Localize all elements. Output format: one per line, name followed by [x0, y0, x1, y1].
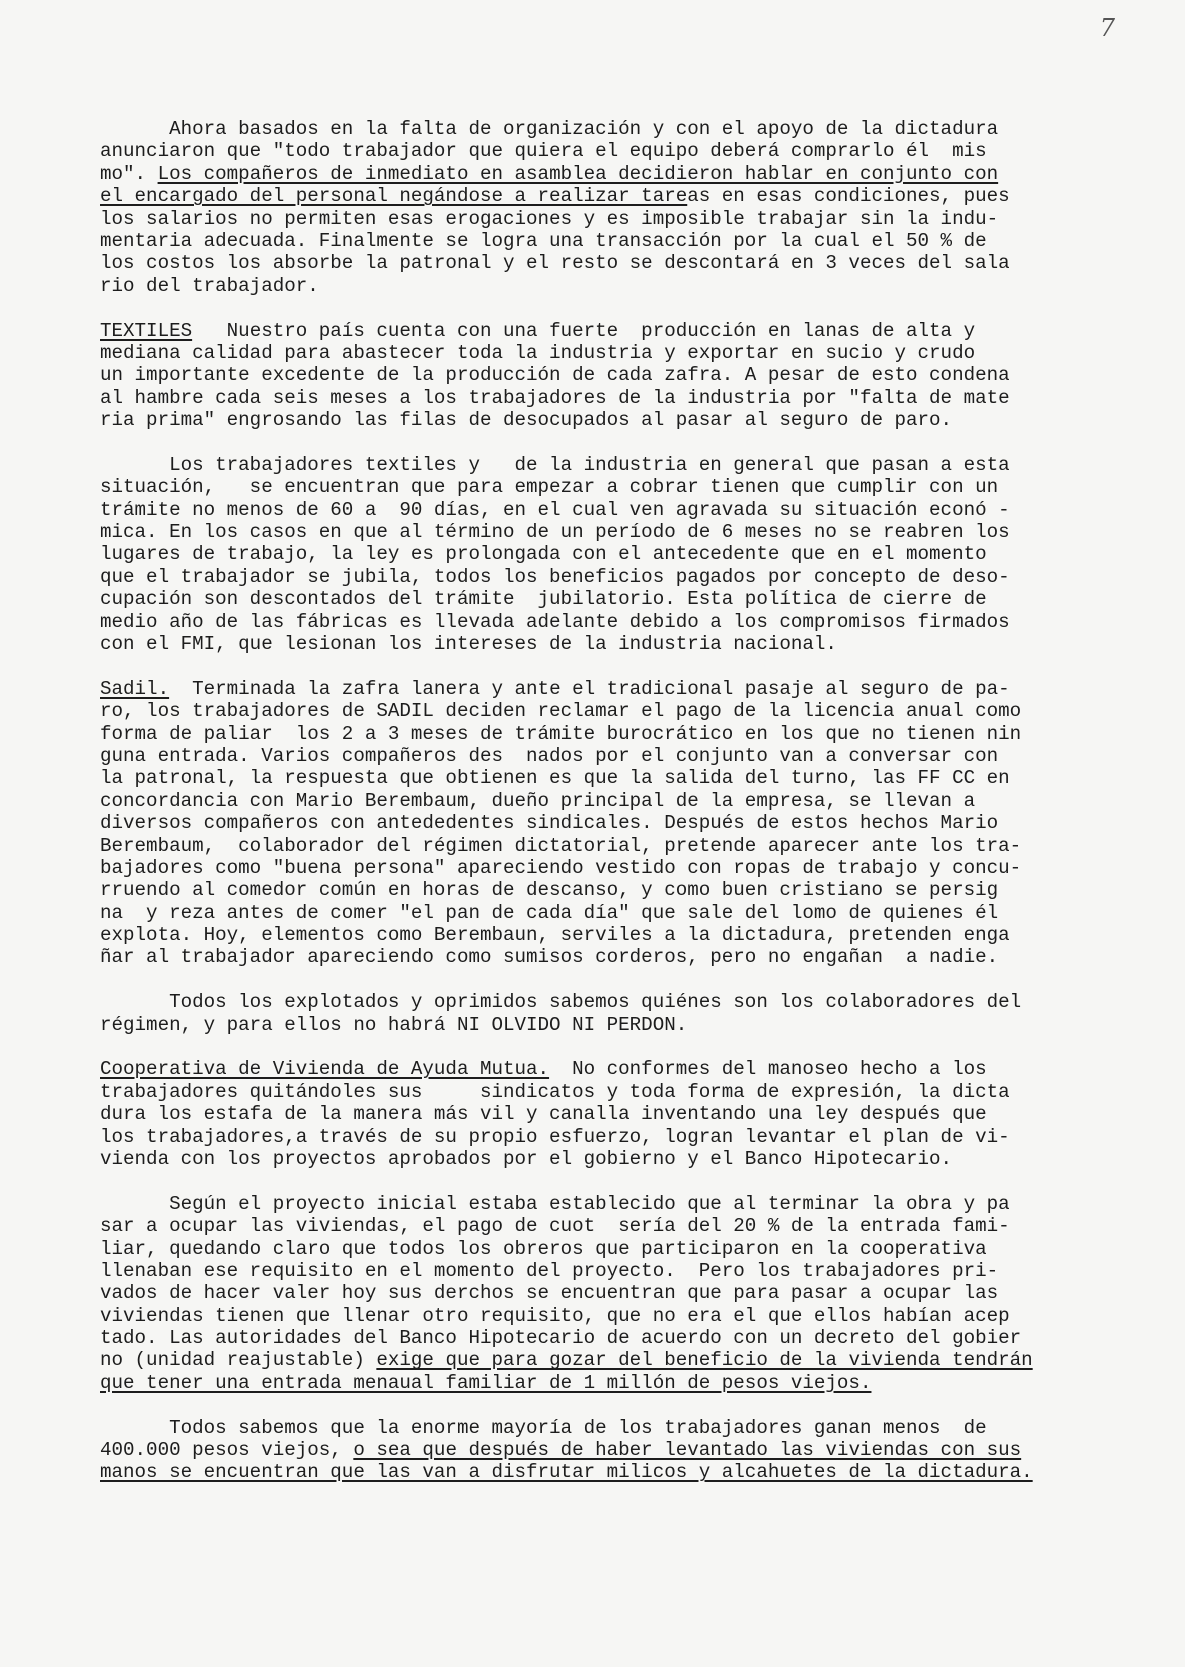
text-line: régimen, y para ellos no habrá NI OLVIDO NI PERDON. — [100, 1013, 688, 1036]
text-line: que el trabajador se jubila, todos los beneficios pagados por concepto de deso- — [100, 565, 1010, 588]
text-line: no (unidad reajustable) exige que para gozar del beneficio de la vivienda tendrán — [100, 1349, 1033, 1372]
text-line: rruendo al comedor común en horas de descanso, y como buen cristiano se persig — [100, 879, 999, 902]
text-line: vados de hacer valer hoy sus derchos se encuentran que para pasar a ocupar las — [100, 1282, 999, 1305]
text-line: Todos los explotados y oprimidos sabemos quiénes son los colaboradores del — [100, 991, 1022, 1014]
document-body — [100, 118, 1150, 1484]
text-line: diversos compañeros con antededentes sindicales. Después de estos hechos Mario — [100, 812, 999, 835]
text-line: Ahora basados en la falta de organización y con el apoyo de la dictadura — [100, 118, 999, 140]
text-line: Berembaum, colaborador del régimen dictatorial, pretende aparecer ante los tra- — [100, 834, 1022, 857]
text-line: dura los estafa de la manera más vil y canalla inventando una ley después que — [100, 1103, 987, 1126]
text-line: los trabajadores,a través de su propio esfuerzo, logran levantar el plan de vi- — [100, 1125, 1010, 1148]
text-line: 400.000 pesos viejos, o sea que después de haber levantado las viviendas con sus — [100, 1439, 1022, 1462]
text-line: ro, los trabajadores de SADIL deciden reclamar el pago de la licencia anual como — [100, 700, 1022, 723]
text-line: el encargado del personal negándose a realizar tareas en esas condiciones, pues — [100, 185, 1010, 208]
text-line: bajadores como "buena persona" apareciendo vestido con ropas de trabajo y concu- — [100, 856, 1022, 879]
text-line: anunciaron que "todo trabajador que quiera el equipo deberá comprarlo él mis — [100, 140, 987, 163]
text-line: con el FMI, que lesionan los intereses de la industria nacional. — [100, 632, 837, 655]
text-line: na y reza antes de comer "el pan de cada día" que sale del lomo de quienes él — [100, 901, 999, 924]
text-line: cupación son descontados del trámite jubilatorio. Esta política de cierre de — [100, 588, 987, 611]
text-line: que tener una entrada menaual familiar de 1 millón de pesos viejos. — [100, 1371, 872, 1394]
text-line: explota. Hoy, elementos como Berembaun, serviles a la dictadura, pretenden enga — [100, 924, 1010, 947]
text-line: sar a ocupar las viviendas, el pago de cuot sería del 20 % de la entrada fami- — [100, 1215, 1010, 1238]
text-line: mediana calidad para abastecer toda la industria y exportar en sucio y crudo — [100, 341, 976, 364]
text-line: manos se encuentran que las van a disfrutar milicos y alcahuetes de la dictadura. — [100, 1461, 1033, 1484]
text-line: ñar al trabajador apareciendo como sumisos corderos, pero no engañan a nadie. — [100, 946, 999, 969]
text-line: Según el proyecto inicial estaba establecido que al terminar la obra y pa — [100, 1192, 1010, 1215]
text-line: mo". Los compañeros de inmediato en asamblea decidieron hablar en conjunto con — [100, 162, 999, 185]
text-line: Sadil. Terminada la zafra lanera y ante el tradicional pasaje al seguro de pa- — [100, 677, 1010, 700]
text-line: los salarios no permiten esas erogaciones y es imposible trabajar sin la indu- — [100, 207, 999, 230]
text-line: guna entrada. Varios compañeros des nados por el conjunto van a conversar con — [100, 744, 999, 767]
page-number: 7 — [1099, 14, 1115, 42]
text-line: medio año de las fábricas es llevada adelante debido a los compromisos firmados — [100, 610, 1010, 633]
text-line: un importante excedente de la producción de cada zafra. A pesar de esto condena — [100, 364, 1010, 387]
text-line: TEXTILES Nuestro país cuenta con una fuerte producción en lanas de alta y — [100, 319, 976, 342]
text-line: al hambre cada seis meses a los trabajadores de la industria por "falta de mate — [100, 386, 1010, 409]
text-line: viviendas tienen que llenar otro requisito, que no era el que ellos habían acep — [100, 1304, 1010, 1327]
text-line: llenaban ese requisito en el momento del proyecto. Pero los trabajadores pri- — [100, 1259, 999, 1282]
text-line: Los trabajadores textiles y de la industria en general que pasan a esta — [100, 453, 1010, 476]
text-line: trabajadores quitándoles sus sindicatos y toda forma de expresión, la dicta — [100, 1080, 1010, 1103]
text-line: vienda con los proyectos aprobados por el gobierno y el Banco Hipotecario. — [100, 1147, 953, 1170]
text-line: los costos los absorbe la patronal y el resto se descontará en 3 veces del sala — [100, 252, 1010, 275]
text-line: mentaria adecuada. Finalmente se logra una transacción por la cual el 50 % de — [100, 229, 987, 252]
text-line: tado. Las autoridades del Banco Hipotecario de acuerdo con un decreto del gobier — [100, 1327, 1022, 1350]
text-line: liar, quedando claro que todos los obreros que participaron en la cooperativa — [100, 1237, 987, 1260]
text-line: ria prima" engrosando las filas de desocupados al pasar al seguro de paro. — [100, 409, 953, 432]
text-line: situación, se encuentran que para empezar a cobrar tienen que cumplir con un — [100, 476, 999, 499]
text-line: trámite no menos de 60 a 90 días, en el cual ven agravada su situación econó - — [100, 498, 1010, 521]
text-line: rio del trabajador. — [100, 274, 319, 297]
text-line: la patronal, la respuesta que obtienen es que la salida del turno, las FF CC en — [100, 767, 1010, 790]
text-line: forma de paliar los 2 a 3 meses de trámite burocrático en los que no tienen nin — [100, 722, 1022, 745]
text-line: lugares de trabajo, la ley es prolongada con el antecedente que en el momento — [100, 543, 987, 566]
text-line: concordancia con Mario Berembaum, dueño principal de la empresa, se llevan a — [100, 789, 976, 812]
text-line: Cooperativa de Vivienda de Ayuda Mutua. No conformes del manoseo hecho a los — [100, 1058, 987, 1081]
text-line: mica. En los casos en que al término de un período de 6 meses no se reabren los — [100, 521, 1010, 544]
text-line: Todos sabemos que la enorme mayoría de los trabajadores ganan menos de — [100, 1416, 987, 1439]
